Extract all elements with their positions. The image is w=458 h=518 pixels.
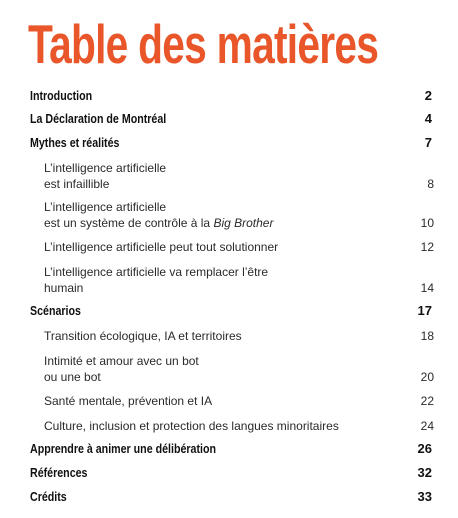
toc-entry-label: Scénarios [30, 303, 81, 318]
toc-subentry-label-line1: L’intelligence artificielle [44, 200, 167, 214]
toc-subentry-label-line2: ou une bot [44, 370, 101, 384]
toc-page-number: 33 [417, 489, 432, 504]
toc-subentry-label: Transition écologique, IA et territoires [44, 329, 242, 343]
toc-subentry-label-line1: L’intelligence artificielle va remplacer l’être [44, 265, 269, 279]
toc-page-number: 32 [417, 465, 432, 480]
toc-entry-label: Crédits [30, 489, 67, 504]
toc-subentry-mythe-infaillible[interactable] [0, 160, 458, 192]
toc-entry-label: La Déclaration de Montréal [30, 111, 167, 126]
toc-page-number: 20 [420, 370, 434, 384]
toc-subentry-label-line2 [44, 215, 273, 231]
toc-subentry-label-line1: L’intelligence artificielle [44, 161, 167, 175]
toc-subentry-mythe-remplacer[interactable] [0, 264, 458, 296]
toc-page-number: 2 [424, 88, 432, 103]
toc-page-number: 18 [420, 329, 434, 343]
toc-subentry-label-italic: Big Brother [213, 216, 274, 230]
toc-entry-label: Apprendre à animer une délibération [30, 441, 216, 456]
toc-subentry-label: Santé mentale, prévention et IA [44, 394, 213, 408]
toc-page-number: 22 [420, 394, 434, 408]
page-title: Table des matières [28, 13, 379, 75]
toc-subentry-label-line1: Intimité et amour avec un bot [44, 354, 199, 368]
toc-subentry-label-line2: est infaillible [44, 177, 110, 191]
toc-page-number: 12 [420, 240, 434, 254]
toc-page-number: 24 [420, 419, 434, 433]
toc-page-number: 4 [424, 111, 432, 126]
toc-subentry-label: Culture, inclusion et protection des langues minoritaires [44, 419, 339, 433]
toc-page-number: 26 [417, 441, 432, 456]
toc-page-number: 7 [424, 135, 432, 150]
toc-page-number: 10 [420, 216, 434, 230]
toc-page-number: 8 [427, 177, 434, 191]
toc-page-number: 17 [417, 303, 432, 318]
toc-subentry-label-line2: humain [44, 281, 84, 295]
toc-subentry-label-prefix: est un système de contrôle à la [44, 216, 214, 230]
toc-entry-label: Références [30, 465, 88, 480]
toc-entry-label: Introduction [30, 88, 93, 103]
toc-subentry-label: L’intelligence artificielle peut tout solutionner [44, 240, 279, 254]
toc-entry-label: Mythes et réalités [30, 135, 120, 150]
toc-page-number: 14 [420, 281, 434, 295]
toc-subentry-scenario-intimite[interactable] [0, 353, 458, 385]
toc-subentry-mythe-big-brother[interactable] [0, 199, 458, 231]
